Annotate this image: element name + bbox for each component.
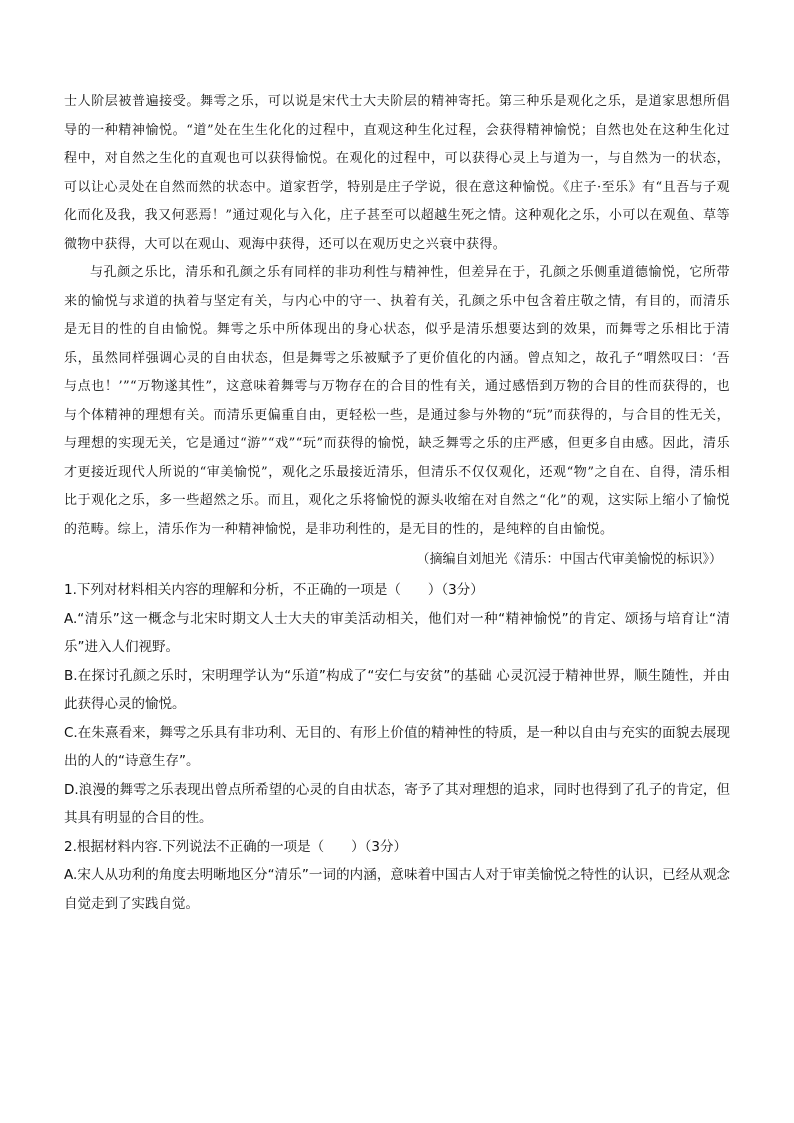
question-1-option-d: D.浪漫的舞雩之乐表现出曾点所希望的心灵的自由状态，寄予了其对理想的追求，同时也得到了孔子的肯定，但其具有明显的合目的性。 (64, 781, 730, 826)
passage-paragraph-2: 与孔颜之乐比，清乐和孔颜之乐有同样的非功利性与精神性，但差异在于，孔颜之乐侧重道德愉悦，它所带来的愉悦与求道的执着与坚定有关，与内心中的守一、执着有关，孔颜之乐中包含着庄敬之情，有目的，而清乐是无目的性的自由愉悦。舞雩之乐中所体现出的身心状态，似乎是清乐想要达到的效果，而舞雩之乐相比于清乐，虽然同样强调心灵的自由状态，但是舞雩之乐被赋予了更价值化的内涵。曾点知之，故孔子“喟然叹曰：‘吾与点也！’”“万物遂其性”，这意味着舞雩与万物存在的合目的性有关，通过感悟到万物的合目的性而获得的，也与个体精神的理想有关。而清乐更偏重自由，更轻松一些，是通过参与外物的“玩”而获得的，与合目的性无关，与理想的实现无关，它是通过“游”“戏”“玩”而获得的愉悦，缺乏舞雩之乐的庄严感，但更多自由感。因此，清乐才更接近现代人所说的“审美愉悦”，观化之乐最接近清乐，但清乐不仅仅观化，还观“物”之自在、自得，清乐相比于观化之乐，多一些超然之乐。而且，观化之乐将愉悦的源头收缩在对自然之“化”的观，这实际上缩小了愉悦的范畴。综上，清乐作为一种精神愉悦，是非功利性的，是无目的性的，是纯粹的自由愉悦。 (64, 265, 730, 537)
question-2-stem: 2.根据材料内容.下列说法不正确的一项是（ ）（3分） (64, 838, 408, 855)
question-section (64, 576, 730, 918)
question-1 (64, 576, 730, 833)
passage-source-citation: （摘编自刘旭光《清乐：中国古代审美愉悦的标识》） (416, 552, 722, 567)
question-1-option-b: B.在探讨孔颜之乐时，宋明理学认为“乐道”构成了“安仁与安贫”的基础 心灵沉浸于精神世界，顺生随性，并由此获得心灵的愉悦。 (64, 667, 730, 712)
question-1-option-c: C.在朱熹看来，舞雩之乐具有非功利、无目的、有形上价值的精神性的特质，是一种以自由与充实的面貌去展现出的人的“诗意生存”。 (64, 724, 730, 769)
passage-paragraph-1: 士人阶层被普遍接受。舞雩之乐，可以说是宋代士大夫阶层的精神寄托。第三种乐是观化之乐，是道家思想所倡导的一种精神愉悦。“道”处在生生化化的过程中，直观这种生化过程，会获得精神愉悦；自然也处在这种生化过程中，对自然之生化的直观也可以获得愉悦。在观化的过程中，可以获得心灵上与道为一，与自然为一的状态，可以让心灵处在自然而然的状态中。道家哲学，特别是庄子学说，很在意这种愉悦。《庄子·至乐》有“且吾与子观化而化及我，我又何恶焉！”通过观化与入化，庄子甚至可以超越生死之情。这种观化之乐，小可以在观鱼、草等微物中获得，大可以在观山、观海中获得，还可以在观历史之兴衰中获得。 (64, 94, 730, 252)
question-1-stem: 1.下列对材料相关内容的理解和分析，不正确的一项是（ ）（3分） (64, 582, 484, 598)
reading-passage (64, 88, 730, 544)
question-2-option-a: A.宋人从功利的角度去明晰地区分“清乐”一词的内涵，意味着中国古人对于审美愉悦之特性的认识，已经从观念自觉走到了实践自觉。 (64, 867, 730, 912)
document-page (64, 88, 730, 918)
question-1-option-a: A.“清乐”这一概念与北宋时期文人士大夫的审美活动相关，他们对一种“精神愉悦”的肯定、颂扬与培育让“清乐”进入人们视野。 (64, 610, 730, 655)
question-2 (64, 833, 730, 919)
